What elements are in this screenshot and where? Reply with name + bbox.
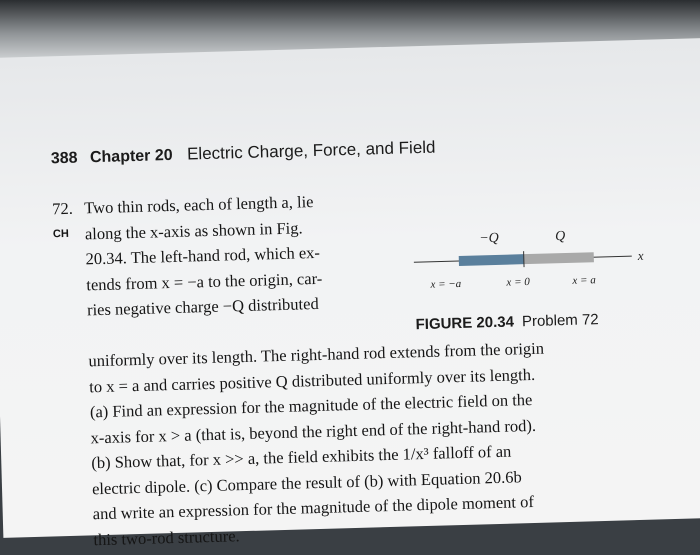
textbook-page (0, 38, 700, 538)
two-rod-diagram (403, 208, 655, 305)
text-line: (b) Show that, for x >> a, the field exhibits the 1/x³ falloff of an (91, 434, 663, 475)
problem-text-wide (88, 332, 665, 552)
chapter-label: Chapter 20 (90, 147, 173, 166)
tick-label-zero: x = 0 (505, 276, 530, 289)
text-line: this two-rod structure. (93, 511, 665, 552)
text-line: uniformly over its length. The right-hand rod extends from the origin (88, 332, 660, 373)
problem-72 (52, 180, 652, 197)
left-rod (459, 254, 524, 266)
figure-caption-text: Problem 72 (522, 311, 599, 330)
text-line: to x = a and carries positive Q distributed uniformly over its length. (89, 358, 661, 399)
tick-label-a: x = a (571, 274, 596, 287)
pos-charge-label: Q (555, 229, 566, 244)
axis-label-x: x (637, 248, 644, 263)
chapter-title: Electric Charge, Force, and Field (187, 138, 436, 164)
text-line: ries negative charge −Q distributed (87, 288, 408, 322)
text-line: and write an expression for the magnitude of the dipole moment of (92, 485, 664, 526)
figure-caption (415, 311, 598, 333)
figure-20-34 (403, 208, 655, 305)
problem-tag: CH (53, 222, 70, 248)
neg-charge-label: −Q (479, 231, 499, 247)
text-line: electric dipole. (c) Compare the result of (b) with Equation 20.6b (92, 460, 664, 501)
text-line: Two thin rods, each of length a, lie (84, 186, 405, 220)
figure-caption-label: FIGURE 20.34 (415, 313, 514, 333)
problem-text-narrow (84, 186, 407, 322)
page-header (51, 138, 436, 169)
text-line: 20.34. The left-hand rod, which ex- (85, 237, 406, 271)
text-line: along the x-axis as shown in Fig. (85, 212, 406, 246)
text-line: tends from x = −a to the origin, car- (86, 263, 407, 297)
text-line: (a) Find an expression for the magnitude of the electric field on the (90, 383, 662, 424)
tick-label-minus-a: x = −a (429, 278, 462, 291)
right-rod (524, 252, 594, 264)
text-line: x-axis for x > a (that is, beyond the right end of the right-hand rod). (90, 409, 662, 450)
page-number: 388 (51, 150, 78, 168)
problem-number: 72. (52, 196, 73, 222)
